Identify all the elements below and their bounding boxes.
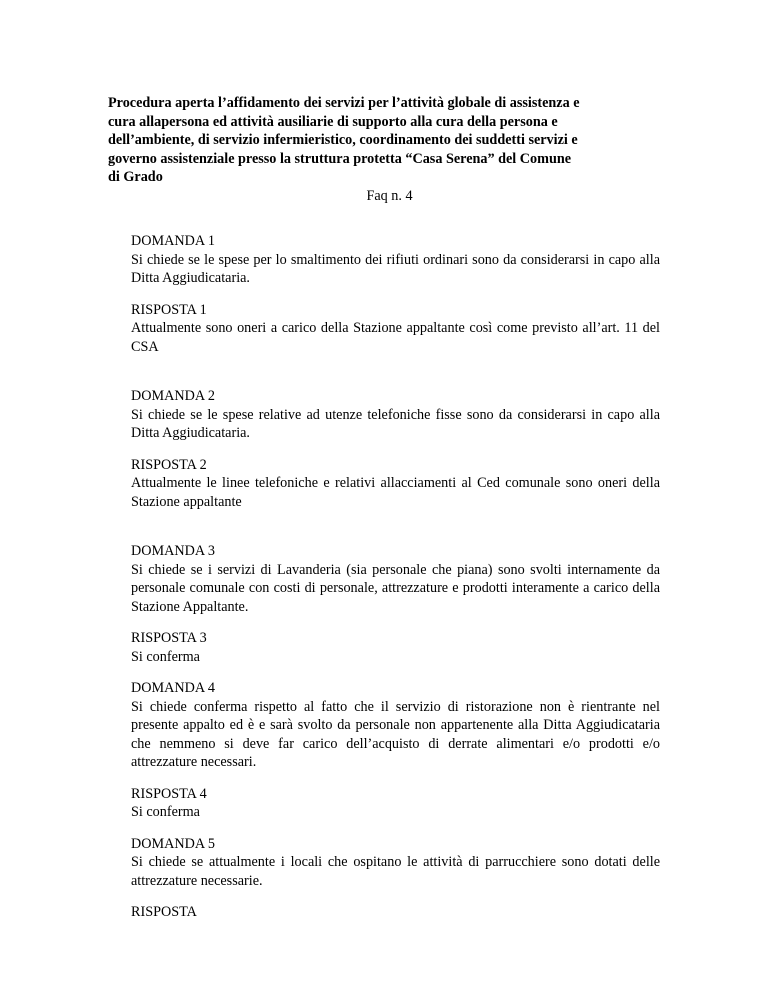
question-block bbox=[131, 232, 660, 288]
faq-body bbox=[131, 232, 660, 922]
answer-label: RISPOSTA bbox=[131, 904, 197, 920]
title-line: cura allapersona ed attività ausiliarie di supporto alla cura della persona e bbox=[108, 113, 558, 130]
answer-label: RISPOSTA 1 bbox=[131, 301, 207, 318]
question-text: Si chiede se le spese relative ad utenze telefoniche fisse sono da considerarsi in capo alla Ditta Aggiudicataria. bbox=[131, 406, 660, 441]
answer-text: Si conferma bbox=[131, 648, 200, 665]
faq-number: Faq n. 4 bbox=[366, 188, 413, 204]
answer-label: RISPOSTA 4 bbox=[131, 785, 207, 802]
answer-block bbox=[131, 456, 660, 512]
title-line: governo assistenziale presso la struttura protetta “Casa Serena” del Comune bbox=[108, 150, 572, 167]
question-block bbox=[131, 835, 660, 891]
title-line: di Grado bbox=[108, 169, 163, 185]
question-text: Si chiede se le spese per lo smaltimento dei rifiuti ordinari sono da considerarsi in capo alla Ditta Aggiudicataria. bbox=[131, 251, 660, 286]
answer-label: RISPOSTA 2 bbox=[131, 456, 207, 473]
question-text: Si chiede se attualmente i locali che ospitano le attività di parrucchiere sono dotati delle attrezzature necessarie. bbox=[131, 854, 660, 889]
question-label: DOMANDA 1 bbox=[131, 233, 215, 249]
question-text: Si chiede se i servizi di Lavanderia (sia personale che piana) sono svolti internamente da personale comunale con costi di personale, attrezzature e prodotti interamente a carico della Stazione Appaltante. bbox=[131, 561, 660, 615]
question-text: Si chiede conferma rispetto al fatto che il servizio di ristorazione non è rientrante nel presente appalto ed è e sarà svolto da personale non appartenente alla Ditta Aggiudicataria che nemmeno si deve far carico dell’acquisto di derrate alimentari e/o prodotti e/o attrezzature necessari. bbox=[131, 698, 660, 770]
answer-text: Attualmente sono oneri a carico della Stazione appaltante così come previsto all’art. 11 del CSA bbox=[131, 320, 660, 355]
question-label: DOMANDA 2 bbox=[131, 388, 215, 404]
question-block bbox=[131, 679, 660, 772]
question-block bbox=[131, 387, 660, 443]
answer-block bbox=[131, 785, 660, 822]
question-label: DOMANDA 3 bbox=[131, 543, 215, 559]
answer-text: Si conferma bbox=[131, 804, 200, 820]
answer-label: RISPOSTA 3 bbox=[131, 630, 207, 646]
answer-block bbox=[131, 903, 660, 922]
title-line: Procedura aperta l’affidamento dei servizi per l’attività globale di assistenza e bbox=[108, 95, 580, 111]
answer-text: Attualmente le linee telefoniche e relativi allacciamenti al Ced comunale sono oneri della Stazione appaltante bbox=[131, 475, 660, 510]
title-line: dell’ambiente, di servizio infermieristico, coordinamento dei suddetti servizi e bbox=[108, 132, 578, 148]
question-label: DOMANDA 4 bbox=[131, 680, 215, 696]
answer-block bbox=[131, 629, 660, 666]
answer-block bbox=[131, 301, 660, 357]
question-label: DOMANDA 5 bbox=[131, 835, 215, 852]
question-block bbox=[131, 542, 660, 616]
document-title bbox=[108, 94, 668, 187]
